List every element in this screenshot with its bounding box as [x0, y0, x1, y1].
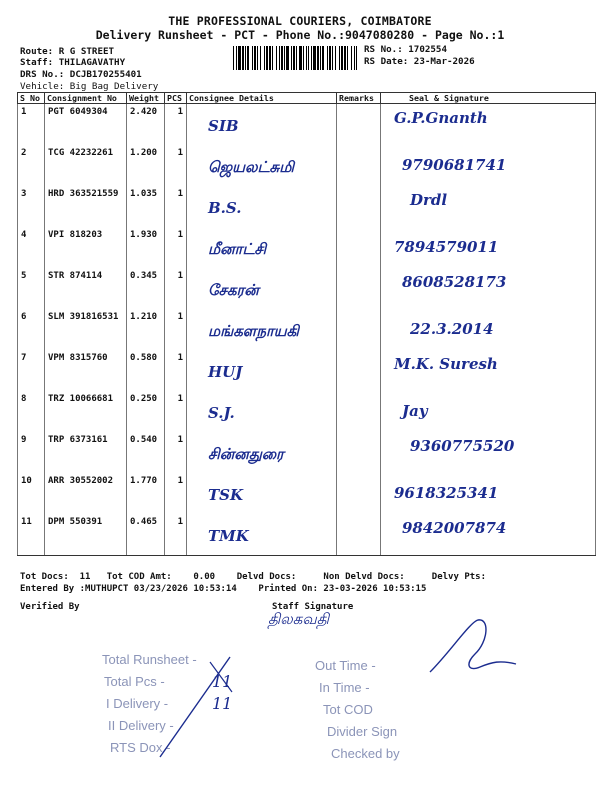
barcode-bar: [299, 46, 302, 70]
row-weight: 0.465: [127, 514, 165, 556]
barcode-bar: [327, 46, 328, 70]
row-pcs: 1: [165, 309, 187, 350]
row-remarks: [337, 350, 381, 391]
stamp-left-line: Total Pcs -: [104, 674, 165, 689]
company-name: THE PROFESSIONAL COURIERS, COIMBATORE: [168, 14, 432, 28]
row-weight: 0.540: [127, 432, 165, 473]
barcode-bar: [341, 46, 343, 70]
stamp-right-line: Tot COD: [323, 702, 373, 717]
row-pcs: 1: [165, 514, 187, 556]
row-remarks: [337, 104, 381, 146]
row-weight: 1.200: [127, 145, 165, 186]
stamp-delivery-hw: 11: [212, 694, 233, 713]
row-consignee: [187, 514, 337, 556]
consignee-handwritten: B.S.: [208, 199, 242, 217]
barcode-bar: [293, 46, 295, 70]
row-consignment-no: TRZ 10066681: [45, 391, 127, 432]
row-remarks: [337, 514, 381, 556]
route-label: Route: R G STREET: [20, 46, 115, 57]
consignee-handwritten: ஜெயலட்சுமி: [208, 158, 294, 176]
barcode-bar: [320, 46, 321, 70]
row-sno: 2: [18, 145, 45, 186]
barcode-bar: [332, 46, 333, 70]
barcode-bar: [296, 46, 297, 70]
barcode-bar: [272, 46, 273, 70]
barcode-bar: [260, 46, 261, 70]
signature-handwritten: 9618325341: [394, 484, 499, 502]
row-pcs: 1: [165, 391, 187, 432]
row-pcs: 1: [165, 186, 187, 227]
row-consignment-no: SLM 391816531: [45, 309, 127, 350]
row-consignment-no: VPM 8315760: [45, 350, 127, 391]
row-remarks: [337, 391, 381, 432]
row-weight: 1.035: [127, 186, 165, 227]
row-sno: 1: [18, 104, 45, 146]
signature-handwritten: Jay: [402, 402, 428, 420]
row-weight: 1.770: [127, 473, 165, 514]
barcode-bar: [252, 46, 253, 70]
row-consignment-no: TRP 6373161: [45, 432, 127, 473]
col-consignment: Consignment No: [45, 93, 127, 104]
col-sno: S No: [18, 93, 45, 104]
table-row: [18, 186, 596, 227]
row-remarks: [337, 186, 381, 227]
row-remarks: [337, 227, 381, 268]
row-consignee: [187, 432, 337, 473]
barcode-bar: [238, 46, 241, 70]
col-pcs: PCS: [165, 93, 187, 104]
table-row: [18, 391, 596, 432]
stamp-right-line: Divider Sign: [327, 724, 398, 739]
consignee-handwritten: SIB: [208, 117, 239, 135]
row-weight: 0.345: [127, 268, 165, 309]
signature-handwritten: M.K. Suresh: [394, 355, 498, 373]
row-remarks: [337, 268, 381, 309]
runsheet-title: Delivery Runsheet - PCT - Phone No.:9047080280 - Page No.:1: [95, 28, 505, 42]
row-signature: [381, 145, 596, 186]
stamp-right-line: In Time -: [319, 680, 370, 695]
table-row: [18, 227, 596, 268]
barcode-bar: [354, 46, 355, 70]
barcode-bar: [284, 46, 285, 70]
barcode-bar: [306, 46, 307, 70]
signature-handwritten: 9842007874: [402, 519, 507, 537]
row-sno: 8: [18, 391, 45, 432]
col-remarks: Remarks: [337, 93, 381, 104]
row-remarks: [337, 309, 381, 350]
row-pcs: 1: [165, 350, 187, 391]
barcode-bar: [291, 46, 292, 70]
row-consignment-no: TCG 42232261: [45, 145, 127, 186]
row-signature: [381, 391, 596, 432]
barcode-bar: [322, 46, 324, 70]
barcode-bar: [317, 46, 319, 70]
rs-date: RS Date: 23-Mar-2026: [364, 56, 475, 67]
row-signature: [381, 432, 596, 473]
vehicle-label: Vehicle: Big Bag Delivery: [20, 81, 159, 92]
row-weight: 1.210: [127, 309, 165, 350]
barcode-bar: [233, 46, 234, 70]
signature-handwritten: Drdl: [410, 191, 448, 209]
row-sno: 5: [18, 268, 45, 309]
table-row: [18, 145, 596, 186]
office-stamp: [100, 652, 400, 772]
row-sno: 10: [18, 473, 45, 514]
col-seal-signature: Seal & Signature: [381, 93, 596, 104]
row-consignee: [187, 104, 337, 146]
barcode-image: [232, 46, 358, 70]
barcode-bar: [351, 46, 352, 70]
table-row: [18, 268, 596, 309]
table-row: [18, 104, 596, 146]
row-signature: [381, 104, 596, 146]
barcode-bar: [311, 46, 312, 70]
row-signature: [381, 227, 596, 268]
row-consignee: [187, 391, 337, 432]
row-weight: 1.930: [127, 227, 165, 268]
row-remarks: [337, 432, 381, 473]
barcode-bar: [254, 46, 256, 70]
row-consignment-no: STR 874114: [45, 268, 127, 309]
barcode-bar: [279, 46, 280, 70]
row-signature: [381, 186, 596, 227]
row-consignee: [187, 309, 337, 350]
row-consignee: [187, 268, 337, 309]
barcode-bar: [339, 46, 340, 70]
row-consignee: [187, 350, 337, 391]
row-consignment-no: PGT 6049304: [45, 104, 127, 146]
table-row: [18, 514, 596, 556]
verified-by-label: Verified By: [20, 602, 80, 612]
barcode-bar: [344, 46, 346, 70]
stamp-left-line: Total Runsheet -: [102, 652, 197, 667]
signature-handwritten: 7894579011: [394, 238, 499, 256]
stamp-left-line: II Delivery -: [108, 718, 174, 733]
staff-label: Staff: THILAGAVATHY: [20, 57, 126, 68]
stamp-left-line: RTS Dox -: [110, 740, 171, 755]
row-signature: [381, 309, 596, 350]
barcode-bar: [335, 46, 336, 70]
row-signature: [381, 268, 596, 309]
row-sno: 3: [18, 186, 45, 227]
barcode-bar: [356, 46, 357, 70]
barcode-bar: [264, 46, 265, 70]
row-sno: 6: [18, 309, 45, 350]
row-weight: 0.580: [127, 350, 165, 391]
row-sno: 9: [18, 432, 45, 473]
row-pcs: 1: [165, 432, 187, 473]
barcode-bar: [236, 46, 237, 70]
row-weight: 0.250: [127, 391, 165, 432]
row-pcs: 1: [165, 145, 187, 186]
stamp-total-pcs-hw: 11: [212, 672, 233, 691]
table-header-row: [18, 93, 596, 104]
staff-signature-handwritten: திலகவதி: [268, 610, 329, 628]
row-pcs: 1: [165, 227, 187, 268]
row-sno: 11: [18, 514, 45, 556]
row-pcs: 1: [165, 473, 187, 514]
barcode-bar: [347, 46, 348, 70]
barcode-bar: [276, 46, 277, 70]
barcode-bar: [329, 46, 331, 70]
row-remarks: [337, 145, 381, 186]
supervisor-signature: [420, 612, 530, 682]
consignee-handwritten: TSK: [208, 486, 244, 504]
consignee-handwritten: மீனாட்சி: [208, 240, 267, 258]
consignee-handwritten: TMK: [208, 527, 249, 545]
rs-number: RS No.: 1702554: [364, 44, 447, 55]
row-consignment-no: DPM 550391: [45, 514, 127, 556]
row-consignment-no: HRD 363521559: [45, 186, 127, 227]
staff-signature-label: Staff Signature: [272, 602, 354, 612]
row-consignee: [187, 145, 337, 186]
totals-line: Tot Docs: 11 Tot COD Amt: 0.00 Delvd Docs: Non Delvd Docs: Delvy Pts:: [20, 572, 486, 582]
col-weight: Weight: [127, 93, 165, 104]
row-consignment-no: ARR 30552002: [45, 473, 127, 514]
stamp-left-line: I Delivery -: [106, 696, 169, 711]
consignee-handwritten: சேகரன்: [208, 281, 259, 299]
row-signature: [381, 473, 596, 514]
row-consignment-no: VPI 818203: [45, 227, 127, 268]
row-signature: [381, 514, 596, 556]
runsheet-table: [17, 92, 596, 556]
row-sno: 4: [18, 227, 45, 268]
row-consignee: [187, 473, 337, 514]
stamp-cross-mark: [140, 652, 240, 762]
row-remarks: [337, 473, 381, 514]
barcode-bar: [308, 46, 309, 70]
stamp-right-line: Out Time -: [315, 658, 376, 673]
table-row: [18, 350, 596, 391]
row-pcs: 1: [165, 268, 187, 309]
row-consignee: [187, 227, 337, 268]
signature-handwritten: 9360775520: [410, 437, 515, 455]
row-weight: 2.420: [127, 104, 165, 146]
entered-printed-line: Entered By :MUTHUPCT 03/23/2026 10:53:14 Printed On: 23-03-2026 10:53:15: [20, 584, 427, 594]
barcode-bar: [242, 46, 244, 70]
barcode-bar: [257, 46, 258, 70]
barcode-bar: [281, 46, 283, 70]
consignee-handwritten: மங்களநாயகி: [208, 322, 299, 340]
row-pcs: 1: [165, 104, 187, 146]
row-consignee: [187, 186, 337, 227]
consignee-handwritten: சின்னதுரை: [208, 445, 284, 463]
signature-handwritten: 9790681741: [402, 156, 507, 174]
drs-number: DRS No.: DCJB170255401: [20, 69, 142, 80]
col-consignee: Consignee Details: [187, 93, 337, 104]
row-sno: 7: [18, 350, 45, 391]
barcode-bar: [286, 46, 289, 70]
signature-handwritten: 22.3.2014: [410, 320, 494, 338]
barcode-bar: [303, 46, 304, 70]
row-signature: [381, 350, 596, 391]
barcode-bar: [266, 46, 268, 70]
signature-handwritten: 8608528173: [402, 273, 507, 291]
barcode-bar: [269, 46, 271, 70]
barcode-bar: [245, 46, 246, 70]
barcode-bar: [247, 46, 249, 70]
signature-handwritten: G.P.Gnanth: [394, 109, 488, 127]
table-row: [18, 309, 596, 350]
consignee-handwritten: HUJ: [208, 363, 243, 381]
table-row: [18, 473, 596, 514]
table-row: [18, 432, 596, 473]
stamp-right-line: Checked by: [331, 746, 400, 761]
consignee-handwritten: S.J.: [208, 404, 235, 422]
barcode-bar: [313, 46, 316, 70]
